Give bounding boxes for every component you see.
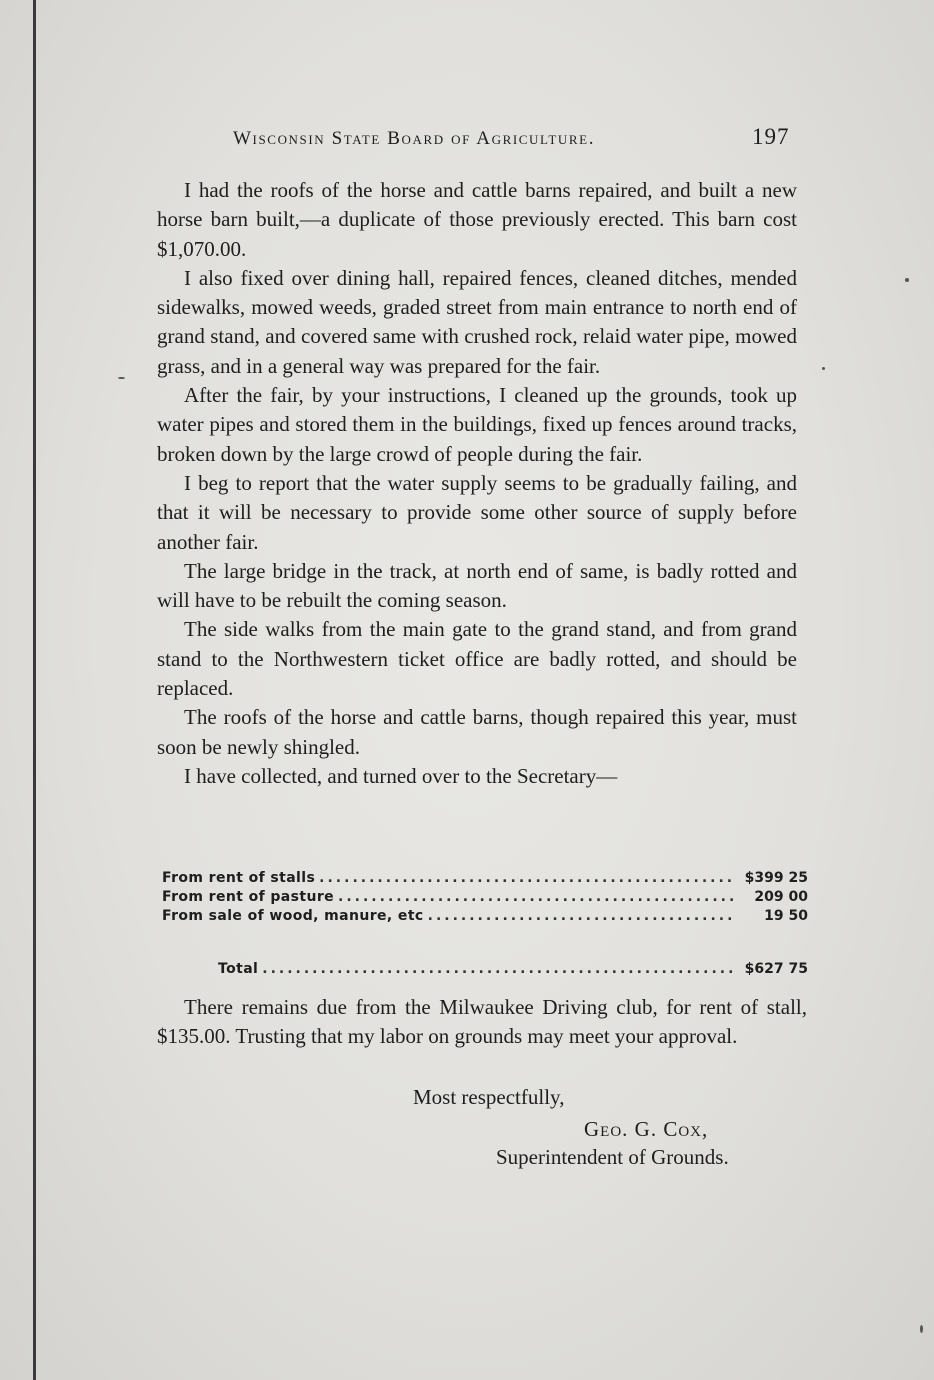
print-speck <box>822 367 825 370</box>
ledger-amount: 209 00 <box>754 889 808 905</box>
leader-dots <box>262 961 736 977</box>
print-speck <box>118 377 125 379</box>
salutation: Most respectfully, <box>413 1085 565 1109</box>
ledger-row <box>162 870 808 889</box>
page-number: 197 <box>752 124 790 149</box>
paragraph: The large bridge in the track, at north end of same, is badly rotted and will have to be rebuilt the coming season. <box>157 558 797 613</box>
report-body <box>157 176 797 791</box>
paragraph: I had the roofs of the horse and cattle barns repaired, and built a new horse barn built,—a duplicate of those previously erected. This barn cost $1,070.00. <box>157 178 797 261</box>
running-head: Wisconsin State Board of Agriculture. <box>233 128 596 149</box>
paragraph: I beg to report that the water supply seems to be gradually failing, and that it will be necessary to provide some other source of supply before another fair. <box>157 470 797 554</box>
paragraph: The roofs of the horse and cattle barns, though repaired this year, must soon be newly shingled. <box>157 705 797 759</box>
print-speck <box>905 278 909 282</box>
total-amount: $627 75 <box>744 961 808 977</box>
ledger-amount: 19 50 <box>764 908 808 924</box>
closing-block <box>157 993 807 1052</box>
ledger-label: From rent of stalls <box>162 870 316 886</box>
total-label: Total <box>218 961 259 977</box>
ledger-total-row <box>162 961 808 980</box>
signer-name: Geo. G. Cox, <box>584 1117 709 1141</box>
leader-dots <box>319 870 736 886</box>
leader-dots <box>338 889 736 905</box>
paragraph: The side walks from the main gate to the grand stand, and from grand stand to the Northwestern ticket office are badly rotted, and should be replaced. <box>157 617 797 701</box>
closing-paragraph: There remains due from the Milwaukee Driving club, for rent of stall, $135.00. Trusting that my labor on grounds may meet your approval. <box>157 995 807 1049</box>
ledger-amount: $399 25 <box>744 870 808 886</box>
paragraph: I have collected, and turned over to the Secretary— <box>184 763 618 788</box>
ledger-row <box>162 908 808 927</box>
ledger-label: From rent of pasture <box>162 889 335 905</box>
binding-edge <box>33 0 36 1380</box>
signer-title: Superintendent of Grounds. <box>496 1145 729 1169</box>
ledger-row <box>162 889 808 908</box>
ledger-label: From sale of wood, manure, etc <box>162 908 424 924</box>
leader-dots <box>428 908 736 924</box>
paragraph: After the fair, by your instructions, I cleaned up the grounds, took up water pipes and stored them in the buildings, fixed up fences around tracks, broken down by the large crowd of people during the fair. <box>157 383 797 466</box>
print-speck <box>920 1325 923 1333</box>
receipts-ledger <box>162 870 808 980</box>
paragraph: I also fixed over dining hall, repaired fences, cleaned ditches, mended sidewalks, mowed weeds, graded street from main entrance to north end of grand stand, and covered same with crushed rock, relaid water pipe, mowed grass, and in a general way was prepared for the fair. <box>157 265 797 378</box>
